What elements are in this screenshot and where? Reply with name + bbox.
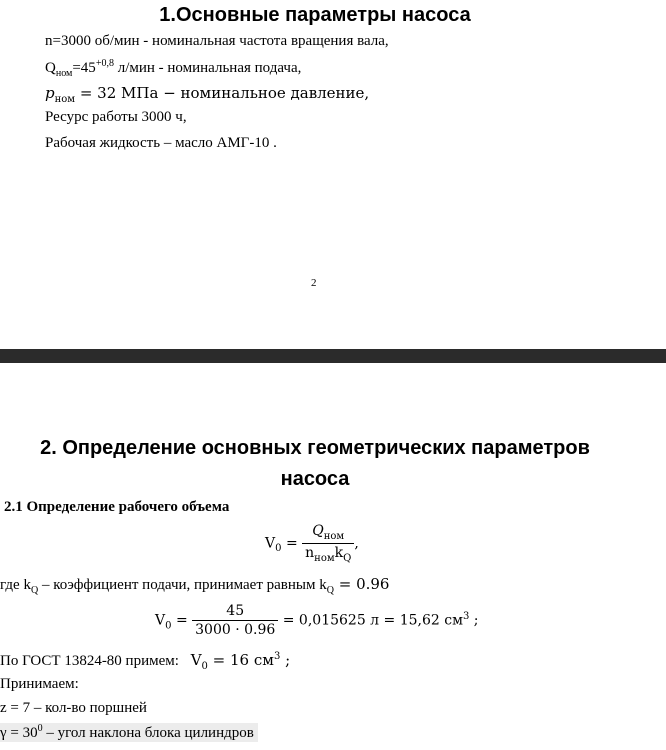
document-page-2 bbox=[0, 363, 666, 750]
section-heading-2-line1: 2. Определение основных геометрических параметров bbox=[40, 437, 590, 459]
kq-value: = 0.96 bbox=[333, 575, 390, 593]
gost-formula bbox=[190, 651, 291, 672]
pressure-description: = 32 МПа − номинальное давление, bbox=[75, 84, 370, 102]
param-working-fluid: Рабочая жидкость – масло АМГ-10 . bbox=[45, 135, 277, 151]
gost-formula-sub: 0 bbox=[201, 661, 208, 672]
flow-description: л/мин - номинальная подача, bbox=[113, 60, 302, 76]
flow-symbol: Q bbox=[45, 60, 56, 76]
gamma-description: – угол наклона блока цилиндров bbox=[42, 725, 254, 741]
gost-formula-value: = 16 см bbox=[207, 651, 274, 669]
flow-value: =45 bbox=[72, 60, 96, 76]
gost-text: По ГОСТ 13824-80 примем: bbox=[0, 653, 179, 669]
page-separator bbox=[0, 349, 666, 363]
pistons-count-line: z = 7 – кол-во поршней bbox=[0, 700, 147, 716]
section-heading-2-line2: насоса bbox=[280, 468, 350, 490]
gamma-angle-line bbox=[0, 723, 258, 742]
param-nominal-pressure bbox=[45, 84, 369, 105]
gost-formula-tail: ; bbox=[280, 651, 291, 669]
param-resource: Ресурс работы 3000 ч, bbox=[45, 109, 187, 125]
formula1-den-k: k bbox=[334, 544, 344, 561]
formula2-equals: = bbox=[171, 612, 193, 629]
gamma-text: γ = 30 bbox=[0, 725, 38, 741]
document-page-1 bbox=[0, 0, 666, 349]
formula1-den-k-sub: Q bbox=[343, 552, 352, 564]
formula1-den-n: n bbox=[305, 544, 315, 561]
accept-label: Принимаем: bbox=[0, 676, 79, 692]
formula2-lhs: V bbox=[155, 612, 166, 629]
kq-text2: – коэффициент подачи, принимает равным k bbox=[38, 577, 327, 593]
section-heading-2 bbox=[0, 433, 630, 495]
formula-working-volume-calc bbox=[155, 603, 479, 638]
formula1-lhs: V bbox=[265, 535, 276, 552]
param-rotation-speed: n=3000 об/мин - номинальная частота вращения вала, bbox=[45, 33, 389, 49]
formula2-lhs-sub: 0 bbox=[165, 620, 172, 632]
pressure-symbol: p bbox=[45, 84, 55, 102]
formula2-fraction bbox=[192, 603, 278, 638]
formula-working-volume bbox=[265, 523, 359, 564]
formula1-tail: , bbox=[354, 535, 359, 552]
gost-formula-lhs: V bbox=[190, 651, 202, 669]
formula1-den-n-sub: ном bbox=[314, 552, 335, 564]
formula1-fraction bbox=[302, 523, 354, 564]
formula2-sup: 3 bbox=[462, 610, 470, 622]
kq-sub: Q bbox=[30, 585, 39, 596]
subsection-heading: 2.1 Определение рабочего объема bbox=[4, 499, 230, 515]
flow-subscript: ном bbox=[55, 68, 73, 79]
gamma-sup: 0 bbox=[37, 723, 43, 734]
kq-definition bbox=[0, 575, 389, 596]
kq-text: где k bbox=[0, 577, 31, 593]
param-nominal-flow bbox=[45, 58, 301, 79]
formula1-equals: = bbox=[281, 535, 303, 552]
gost-line bbox=[0, 651, 290, 672]
gost-formula-sup: 3 bbox=[273, 651, 281, 662]
page-number: 2 bbox=[311, 277, 317, 289]
formula2-numerator: 45 bbox=[192, 603, 278, 621]
section-heading-1: 1.Основные параметры насоса bbox=[159, 4, 471, 26]
flow-tolerance: +0,8 bbox=[95, 58, 114, 69]
formula2-denominator: 3000 · 0.96 bbox=[195, 622, 276, 638]
kq-sub2: Q bbox=[326, 585, 334, 596]
pressure-subscript: ном bbox=[54, 94, 76, 105]
formula1-lhs-sub: 0 bbox=[275, 543, 282, 555]
formula1-numerator bbox=[302, 523, 354, 544]
formula1-denominator bbox=[302, 544, 354, 564]
formula2-tail: ; bbox=[469, 612, 479, 629]
formula1-num-symbol: Q bbox=[312, 523, 324, 539]
formula2-result: = 0,015625 л = 15,62 см bbox=[278, 612, 463, 629]
formula1-num-sub: ном bbox=[323, 530, 345, 542]
